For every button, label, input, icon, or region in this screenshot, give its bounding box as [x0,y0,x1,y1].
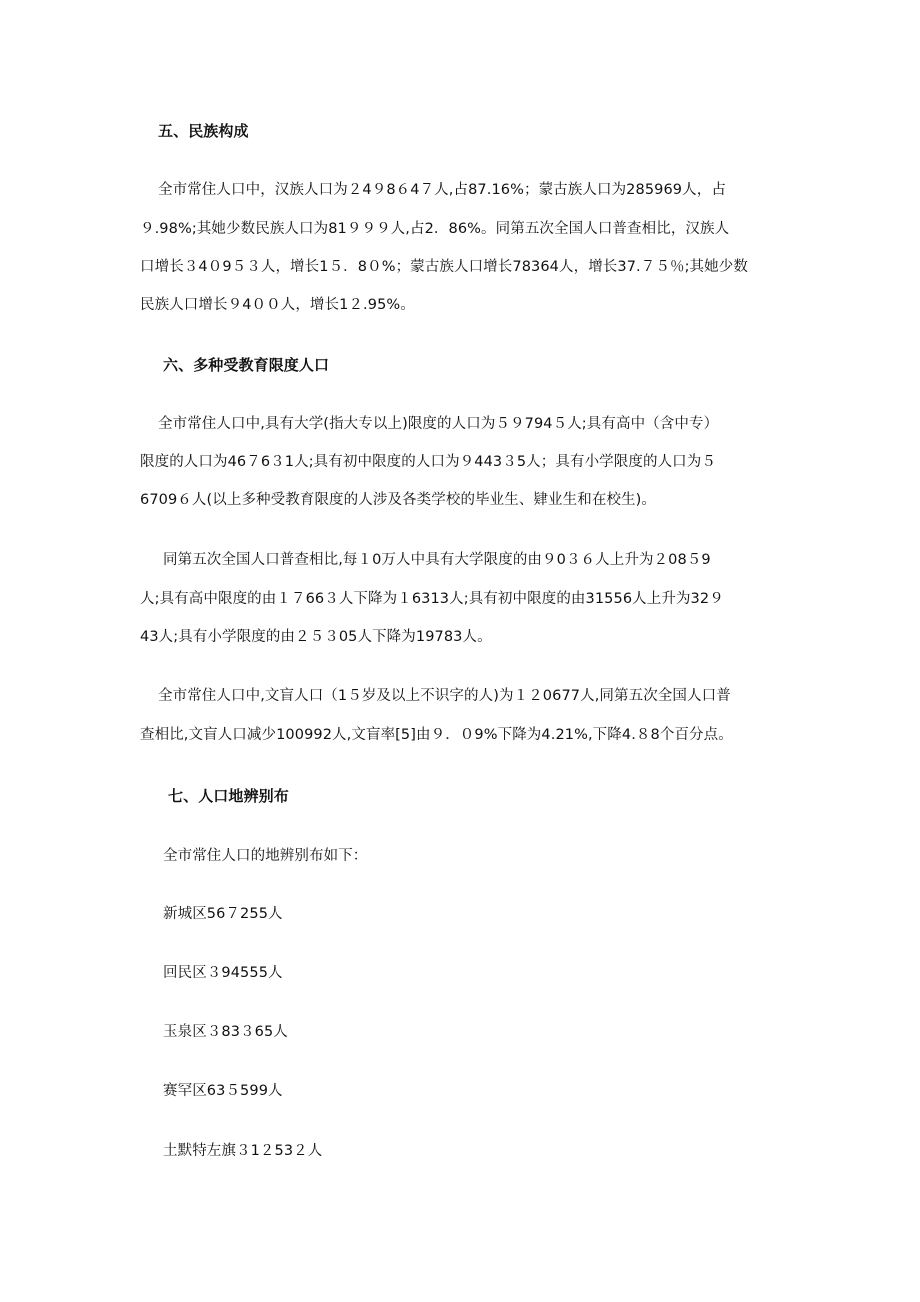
section-7-intro: 全市常住人口的地辨别布如下： [163,848,368,864]
section-5-para1-line2: ９.98%;其她少数民族人口为81９９９人,占2．86%。同第五次全国人口普查相比，汉族人 [140,221,730,237]
section-6-para3-line2: 查相比,文盲人口减少100992人,文盲率[5]由９．０9%下降为4.21%,下降4.８8个百分点。 [140,727,733,743]
district-item: 新城区56７255人 [163,906,283,922]
section-6-para1-line1: 全市常住人口中,具有大学(指大专以上)限度的人口为５９794５人;具有高中（含中专） [158,416,719,432]
section-6-para2-line1: 同第五次全国人口普查相比,每１0万人中具有大学限度的由９0３６人上升为２08５9 [163,552,711,568]
section-6-para1-line2: 限度的人口为46７6３1人;具有初中限度的人口为９443３5人；具有小学限度的人口为５ [140,454,716,470]
section-6-para2-line3: 43人;具有小学限度的由２５３05人下降为19783人。 [140,629,492,645]
section-5-heading: 五、民族构成 [158,122,249,140]
section-5-para1-line1: 全市常住人口中，汉族人口为２4９8６4７人,占87.16%；蒙古族人口为285969人，占 [158,182,726,198]
district-item: 回民区３94555人 [163,965,283,981]
district-item: 土默特左旗３1２53２人 [163,1143,323,1159]
section-7-heading: 七、人口地辨别布 [168,787,289,805]
district-item: 赛罕区63５599人 [163,1083,283,1099]
section-5-para1-line4: 民族人口增长９4００人，增长1２.95%。 [140,297,415,313]
section-6-para1-line3: 6709６人(以上多种受教育限度的人涉及各类学校的毕业生、肄业生和在校生)。 [140,492,657,508]
section-5-para1-line3: 口增长３4０9５３人，增长1５．8０%；蒙古族人口增长78364人，增长37.７５％;其她少数 [140,259,748,275]
section-6-heading: 六、多种受教育限度人口 [163,356,330,374]
section-6-para2-line2: 人;具有高中限度的由１７66３人下降为１6313人;具有初中限度的由31556人上升为32９ [140,591,724,607]
section-6-para3-line1: 全市常住人口中,文盲人口（1５岁及以上不识字的人)为１２0677人,同第五次全国人口普 [158,688,731,704]
district-item: 玉泉区３83３65人 [163,1024,288,1040]
